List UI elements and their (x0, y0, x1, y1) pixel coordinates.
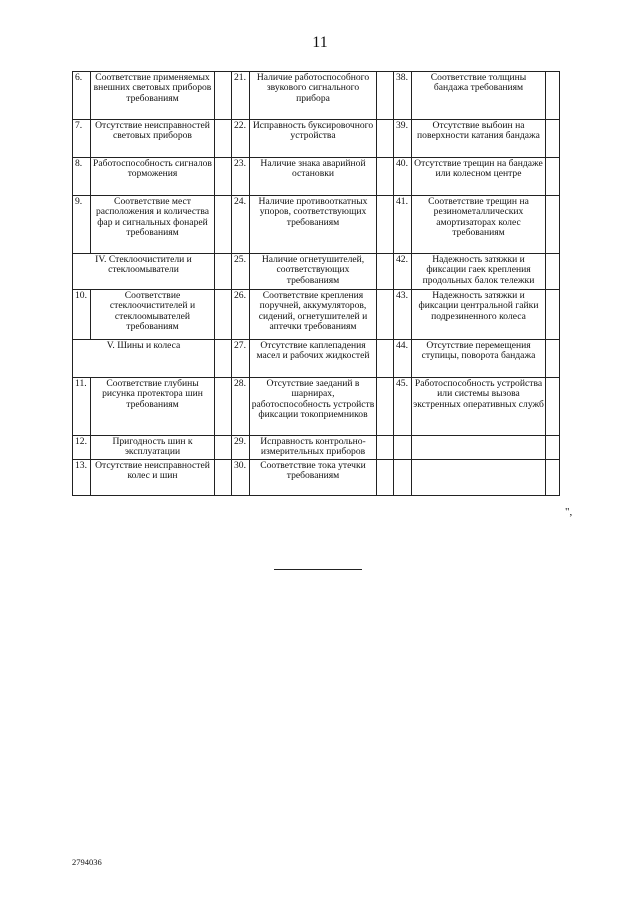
mark-cell (377, 290, 394, 340)
mark-cell (546, 340, 560, 378)
table-row (73, 378, 560, 436)
item-description: Работоспособность сигналов торможения (91, 158, 215, 196)
item-description: Отсутствие заеданий в шарнирах, работоспособность устройств фиксации токоприемников (250, 378, 377, 436)
mark-cell (215, 460, 232, 496)
item-number: 9. (73, 196, 91, 254)
item-description: Наличие знака аварийной остановки (250, 158, 377, 196)
mark-cell (546, 436, 560, 460)
mark-cell (546, 120, 560, 158)
mark-cell (215, 254, 232, 290)
item-number: 39. (394, 120, 412, 158)
mark-cell (215, 158, 232, 196)
item-description: Соответствие применяемых внешних световых приборов требованиям (91, 72, 215, 120)
mark-cell (377, 158, 394, 196)
item-description: Работоспособность устройства или системы вызова экстренных оперативных служб (412, 378, 546, 436)
item-number: 30. (232, 460, 250, 496)
mark-cell (215, 378, 232, 436)
item-description: Соответствие трещин на резинометаллических амортизаторах колес требованиям (412, 196, 546, 254)
item-number: 24. (232, 196, 250, 254)
mark-cell (546, 254, 560, 290)
item-description: Соответствие стеклоочистителей и стеклоомывателей требованиям (91, 290, 215, 340)
item-number: 10. (73, 290, 91, 340)
item-number: 21. (232, 72, 250, 120)
item-description: Отсутствие неисправностей световых приборов (91, 120, 215, 158)
item-description: Соответствие глубины рисунка протектора шин требованиям (91, 378, 215, 436)
mark-cell (546, 378, 560, 436)
mark-cell (546, 290, 560, 340)
item-description (412, 460, 546, 496)
item-description: Пригодность шин к эксплуатации (91, 436, 215, 460)
item-number (394, 460, 412, 496)
item-number (394, 436, 412, 460)
item-description: Наличие огнетушителей, соответствующих требованиям (250, 254, 377, 290)
item-number: 28. (232, 378, 250, 436)
mark-cell (215, 120, 232, 158)
item-description: Соответствие крепления поручней, аккумуляторов, сидений, огнетушителей и аптечки требованиям (250, 290, 377, 340)
item-description: Соответствие толщины бандажа требованиям (412, 72, 546, 120)
closing-quote-mark: ", (565, 506, 573, 518)
item-number: 6. (73, 72, 91, 120)
item-number: 23. (232, 158, 250, 196)
item-description: Наличие противооткатных упоров, соответствующих требованиям (250, 196, 377, 254)
table-row (73, 254, 560, 290)
item-description: Соответствие тока утечки требованиям (250, 460, 377, 496)
item-description: Наличие работоспособного звукового сигнального прибора (250, 72, 377, 120)
mark-cell (546, 196, 560, 254)
mark-cell (215, 196, 232, 254)
item-number: 11. (73, 378, 91, 436)
item-number: 43. (394, 290, 412, 340)
item-number: 40. (394, 158, 412, 196)
mark-cell (546, 158, 560, 196)
mark-cell (377, 72, 394, 120)
item-description: Надежность затяжки и фиксации гаек крепления продольных балок тележки (412, 254, 546, 290)
mark-cell (215, 72, 232, 120)
item-number: 8. (73, 158, 91, 196)
item-description: Надежность затяжки и фиксации центральной гайки подрезиненного колеса (412, 290, 546, 340)
mark-cell (215, 290, 232, 340)
item-number: 22. (232, 120, 250, 158)
item-number: 27. (232, 340, 250, 378)
mark-cell (546, 460, 560, 496)
page-number: 11 (312, 34, 328, 51)
item-description: Соответствие мест расположения и количества фар и сигнальных фонарей требованиям (91, 196, 215, 254)
mark-cell (377, 460, 394, 496)
mark-cell (377, 340, 394, 378)
item-description: Отсутствие неисправностей колес и шин (91, 460, 215, 496)
item-description: Отсутствие перемещения ступицы, поворота бандажа (412, 340, 546, 378)
item-number: 42. (394, 254, 412, 290)
item-number: 13. (73, 460, 91, 496)
table-row (73, 158, 560, 196)
table-row (73, 436, 560, 460)
mark-cell (377, 436, 394, 460)
item-description: Отсутствие трещин на бандаже или колесном центре (412, 158, 546, 196)
item-number: 38. (394, 72, 412, 120)
item-number: 25. (232, 254, 250, 290)
item-number: 41. (394, 196, 412, 254)
item-description (412, 436, 546, 460)
item-description: Исправность контрольно-измерительных приборов (250, 436, 377, 460)
inspection-checklist-table (72, 71, 560, 496)
table-row (73, 72, 560, 120)
item-description: Отсутствие каплепадения масел и рабочих жидкостей (250, 340, 377, 378)
mark-cell (215, 436, 232, 460)
mark-cell (377, 120, 394, 158)
mark-cell (546, 72, 560, 120)
mark-cell (215, 340, 232, 378)
item-number: 12. (73, 436, 91, 460)
table-row (73, 290, 560, 340)
section-heading: V. Шины и колеса (73, 340, 215, 378)
table-row (73, 120, 560, 158)
item-number: 7. (73, 120, 91, 158)
mark-cell (377, 378, 394, 436)
item-number: 26. (232, 290, 250, 340)
item-number: 29. (232, 436, 250, 460)
table-row (73, 196, 560, 254)
mark-cell (377, 254, 394, 290)
end-divider-line (274, 569, 362, 570)
document-code: 2794036 (72, 857, 102, 867)
item-number: 44. (394, 340, 412, 378)
table-row (73, 460, 560, 496)
table-row (73, 340, 560, 378)
mark-cell (377, 196, 394, 254)
section-heading: IV. Стеклоочистители и стеклоомыватели (73, 254, 215, 290)
item-description: Отсутствие выбоин на поверхности катания бандажа (412, 120, 546, 158)
item-description: Исправность буксировочного устройства (250, 120, 377, 158)
item-number: 45. (394, 378, 412, 436)
